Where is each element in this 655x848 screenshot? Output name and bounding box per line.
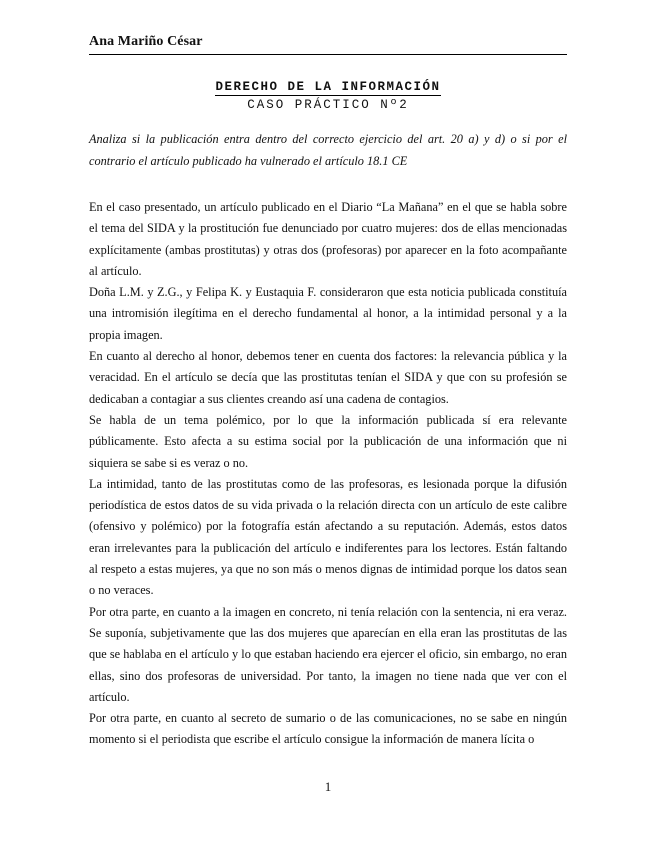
header-rule [89, 54, 567, 55]
document-title-text: DERECHO DE LA INFORMACIÓN [215, 80, 441, 94]
body-paragraph: En el caso presentado, un artículo publicado en el Diario “La Mañana” en el que se habla sobre el tema del SIDA y la prostitución fue denunciado por cuatro mujeres: dos de ellas mencionadas explícitamente (ambas prostitutas) y otras dos (profesoras) por aparecer en la foto acompañante al artículo. [89, 200, 567, 278]
document-body [89, 197, 567, 751]
body-paragraph: En cuanto al derecho al honor, debemos tener en cuenta dos factores: la relevancia pública y la veracidad. En el artículo se decía que las prostitutas tenían el SIDA y que con su profesión se dedicaban a contagiar a sus clientes creando así una cadena de contagios. [89, 349, 567, 406]
body-paragraph: Doña L.M. y Z.G., y Felipa K. y Eustaquia F. consideraron que esta noticia publicada constituía una intromisión ilegítima en el derecho fundamental al honor, a la intimidad personal y a la propia imagen. [89, 285, 567, 342]
assignment-prompt: Analiza si la publicación entra dentro del correcto ejercicio del art. 20 a) y d) o si por el contrario el artículo publicado ha vulnerado el artículo 18.1 CE [89, 132, 567, 168]
author-header: Ana Mariño César [89, 34, 203, 49]
document-subtitle: CASO PRÁCTICO Nº2 [247, 98, 409, 112]
body-paragraph: La intimidad, tanto de las prostitutas como de las profesoras, es lesionada porque la difusión periodística de estos datos de su vida privada o la relación directa con un artículo de este calibre (ofensivo y polémico) por la fotografía están afectando a su reputación. Además, estos datos eran irrelevantes para la publicación del artículo e indiferentes para los lectores. Están faltando al respeto a estas mujeres, ya que no son más o menos dignas de intimidad porque los datos sean o no veraces. [89, 476, 567, 598]
page-number: 1 [324, 779, 332, 794]
body-paragraph: Por otra parte, en cuanto a la imagen en concreto, ni tenía relación con la sentencia, ni era veraz. Se suponía, subjetivamente que las dos mujeres que aparecían en ella eran las prostitutas de las que se hablaba en el artículo y lo que estaban haciendo era ejercer el oficio, sin embargo, no eran ellas, sino dos profesoras de universidad. Por tanto, la imagen no tiene nada que ver con el artículo. [89, 604, 567, 704]
body-paragraph: Por otra parte, en cuanto al secreto de sumario o de las comunicaciones, no se sabe en ningún momento si el periodista que escribe el artículo consigue la información de manera lícita o [89, 711, 567, 747]
document-title [89, 80, 567, 94]
body-paragraph: Se habla de un tema polémico, por lo que la información publicada sí era relevante públicamente. Esto afecta a su estima social por la publicación de una información que ni siquiera se sabe si es veraz o no. [89, 412, 567, 470]
